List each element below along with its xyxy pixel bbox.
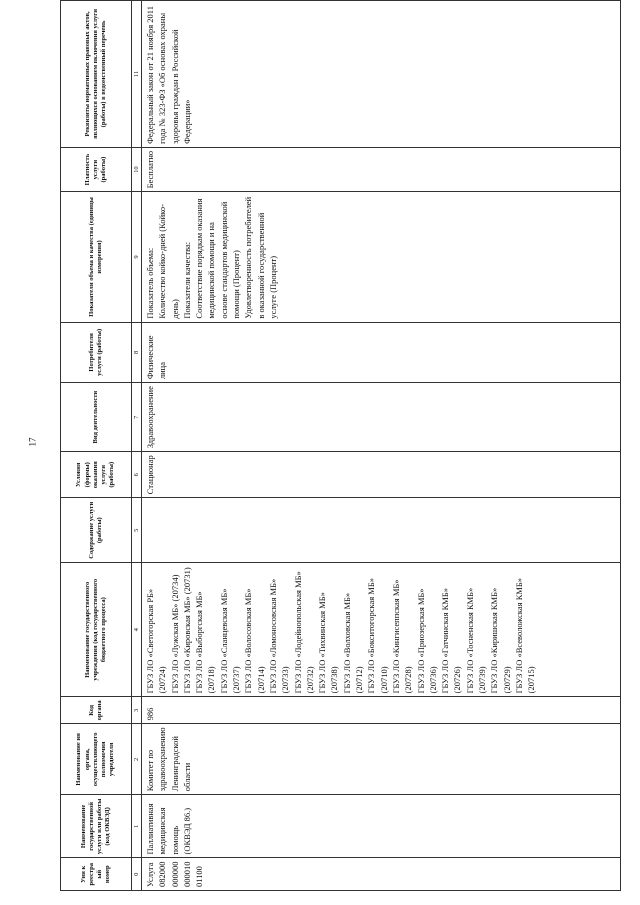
header-cell: Условия (формы) оказания услуги (работы) [61,452,132,498]
services-table [60,0,621,891]
indicator-item: Показатель объема: [145,247,155,319]
column-number: 2 [132,724,142,795]
legal-basis: Федеральный закон от 21 ноября 2011 года № 323-ФЗ «Об основах охраны здоровья граждан в Российской Федерации» [142,1,621,148]
institution-item: ГБУЗ ЛО «Тихвинская МБ» (20738) [317,592,340,694]
institution-item: ГБУЗ ЛО «Всеволожская КМБ» (20715) [513,577,537,694]
institution-item: ГБУЗ ЛО «Ломоносовская МБ» (20733) [267,578,291,694]
column-number: 3 [132,697,142,724]
indicator-item: Соответствие порядкам оказания медицинской помощи и на основе стандартов медицинской помощи (Процент) [194,198,242,319]
institution-item: ГБУЗ ЛО «Лужская МБ» (20734) [169,574,180,694]
institution-item: ГБУЗ ЛО «Светогорская РБ» (20724) [145,588,168,694]
institutions-cell [142,563,621,697]
institution-item: ГБУЗ ЛО «Тосненская КМБ» (20739) [464,587,488,694]
institution-item: ГБУЗ ЛО «Волховская МБ» (20712) [341,592,365,694]
registry-number: Услуга 082000 000000 000010 01100 [142,858,621,891]
header-cell: Вид деятельности [61,383,132,452]
column-number: 6 [132,452,142,498]
institution-item: ГБУЗ ЛО «Сланцевская МБ» (20737) [218,588,242,694]
service-name: Паллиативная медицинская помощь (ОКВЭД 86.) [142,795,621,858]
indicators-cell [142,192,621,322]
institution-item: ГБУЗ ЛО «Выборгская МБ» (20718) [194,591,217,694]
indicator-item: Количество койко-дней (Койко-день) [157,204,180,319]
header-cell: Потребители услуги (работы) [61,322,132,383]
payment: Бесплатно [142,147,621,192]
institution-item: ГБУЗ ЛО «Лодейнопольская МБ» (20732) [292,571,315,694]
founder-authority: Комитет по здравоохранению Ленинградской области [142,724,621,795]
column-number: 9 [132,192,142,322]
column-number: 1 [132,795,142,858]
indicator-item: Удовлетворенность потребителей в оказанной государственной услуге (Процент) [243,196,278,319]
column-number: 4 [132,563,142,697]
header-cell: Уни к реестра ый номер [61,858,132,891]
header-cell: Наименование государственного учреждения (код государственного бюджетного процесса) [61,563,132,697]
column-number: 7 [132,383,142,452]
column-number: 10 [132,147,142,192]
institution-item: ГБУЗ ЛО «Кингисеппская МБ» (20728) [390,579,414,694]
institution-item: ГБУЗ ЛО «Приозерская МБ» (20736) [415,588,438,694]
header-cell: Показатели объема и качества (единицы измерения) [61,192,132,322]
service-conditions: Стационар [142,452,621,498]
institution-item: ГБУЗ ЛО «Бокситогорская МБ» (20710) [366,578,389,694]
header-cell: Код органа [61,697,132,724]
column-number-row [132,1,142,891]
page-number: 17 [27,437,38,447]
column-number: 0 [132,858,142,891]
institution-item: ГБУЗ ЛО «Киришская КМБ» (20729) [489,587,512,694]
authority-code: 986 [142,697,621,724]
header-cell: Наименование государственной услуги или работы (код ОКВЭД) [61,795,132,858]
table-row [142,1,621,891]
indicator-item: Показатели качества: [181,241,192,319]
column-number: 8 [132,322,142,383]
institution-item: ГБУЗ ЛО «Гатчинская КМБ» (20726) [440,588,463,694]
header-cell: Наименование ин органа, осуществляющего полномочия учредителя [61,724,132,795]
activity-type: Здравоохранение [142,383,621,452]
header-cell: Реквизиты нормативных правовых актов, являющихся основанием включения услуги (работы) в ведомственный перечень [61,1,132,148]
institution-item: ГБУЗ ЛО «Кировская МБ» (20731) [181,567,192,694]
column-number: 11 [132,1,142,148]
header-cell: Содержание услуги (работы) [61,498,132,563]
service-content [142,498,621,563]
consumers: Физические лица [142,322,621,383]
column-number: 5 [132,498,142,563]
header-cell: Платность услуги (работы) [61,147,132,192]
institution-item: ГБУЗ ЛО «Волосовская МБ» (20714) [243,588,266,694]
header-row [61,1,132,891]
